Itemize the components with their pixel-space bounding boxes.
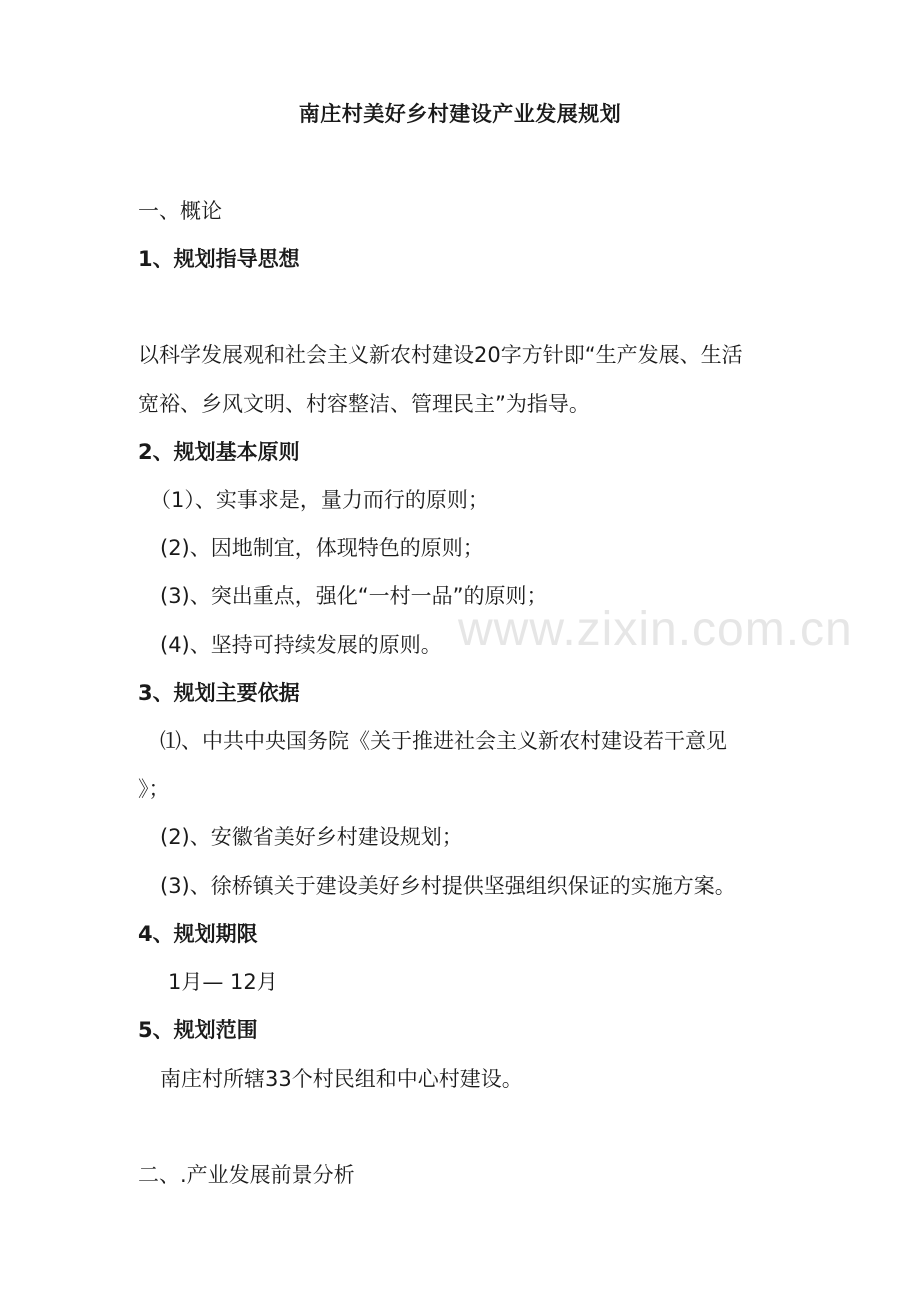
basis-item-3: (3)、徐桥镇关于建设美好乡村提供坚强组织保证的实施方案。 (160, 874, 736, 898)
heading-planning-period: 4、规划期限 (138, 922, 258, 946)
principle-item-3: (3)、突出重点，强化“一村一品”的原则； (160, 584, 548, 608)
heading-basic-principles: 2、规划基本原则 (138, 440, 300, 464)
heading-main-basis: 3、规划主要依据 (138, 681, 300, 705)
document-title: 南庄村美好乡村建设产业发展规划 (298, 102, 622, 126)
heading-planning-scope: 5、规划范围 (138, 1018, 258, 1042)
planning-period-text: 1月— 12月 (168, 970, 278, 994)
principle-item-2: (2)、因地制宜，体现特色的原则； (160, 536, 484, 560)
watermark: www.zixin.com.cn (458, 603, 853, 656)
section-heading-industry-prospects: 二、.产业发展前景分析 (138, 1163, 355, 1187)
heading-guiding-ideology: 1、规划指导思想 (138, 247, 300, 271)
basis-item-1-line-1: ⑴、中共中央国务院《关于推进社会主义新农村建设若干意见 (160, 729, 727, 753)
principle-item-4: (4)、坚持可持续发展的原则。 (160, 633, 442, 657)
paragraph-guiding-line-2: 宽裕、乡风文明、村容整洁、管理民主”为指导。 (138, 392, 590, 416)
section-heading-overview: 一、概论 (138, 199, 222, 223)
paragraph-guiding-line-1: 以科学发展观和社会主义新农村建设20字方针即“生产发展、生活 (138, 343, 743, 367)
planning-scope-text: 南庄村所辖33个村民组和中心村建设。 (160, 1067, 523, 1091)
basis-item-2: (2)、安徽省美好乡村建设规划； (160, 825, 463, 849)
principle-item-1: （1）、实事求是，量力而行的原则； (150, 488, 489, 512)
basis-item-1-line-2: 》； (138, 777, 170, 801)
